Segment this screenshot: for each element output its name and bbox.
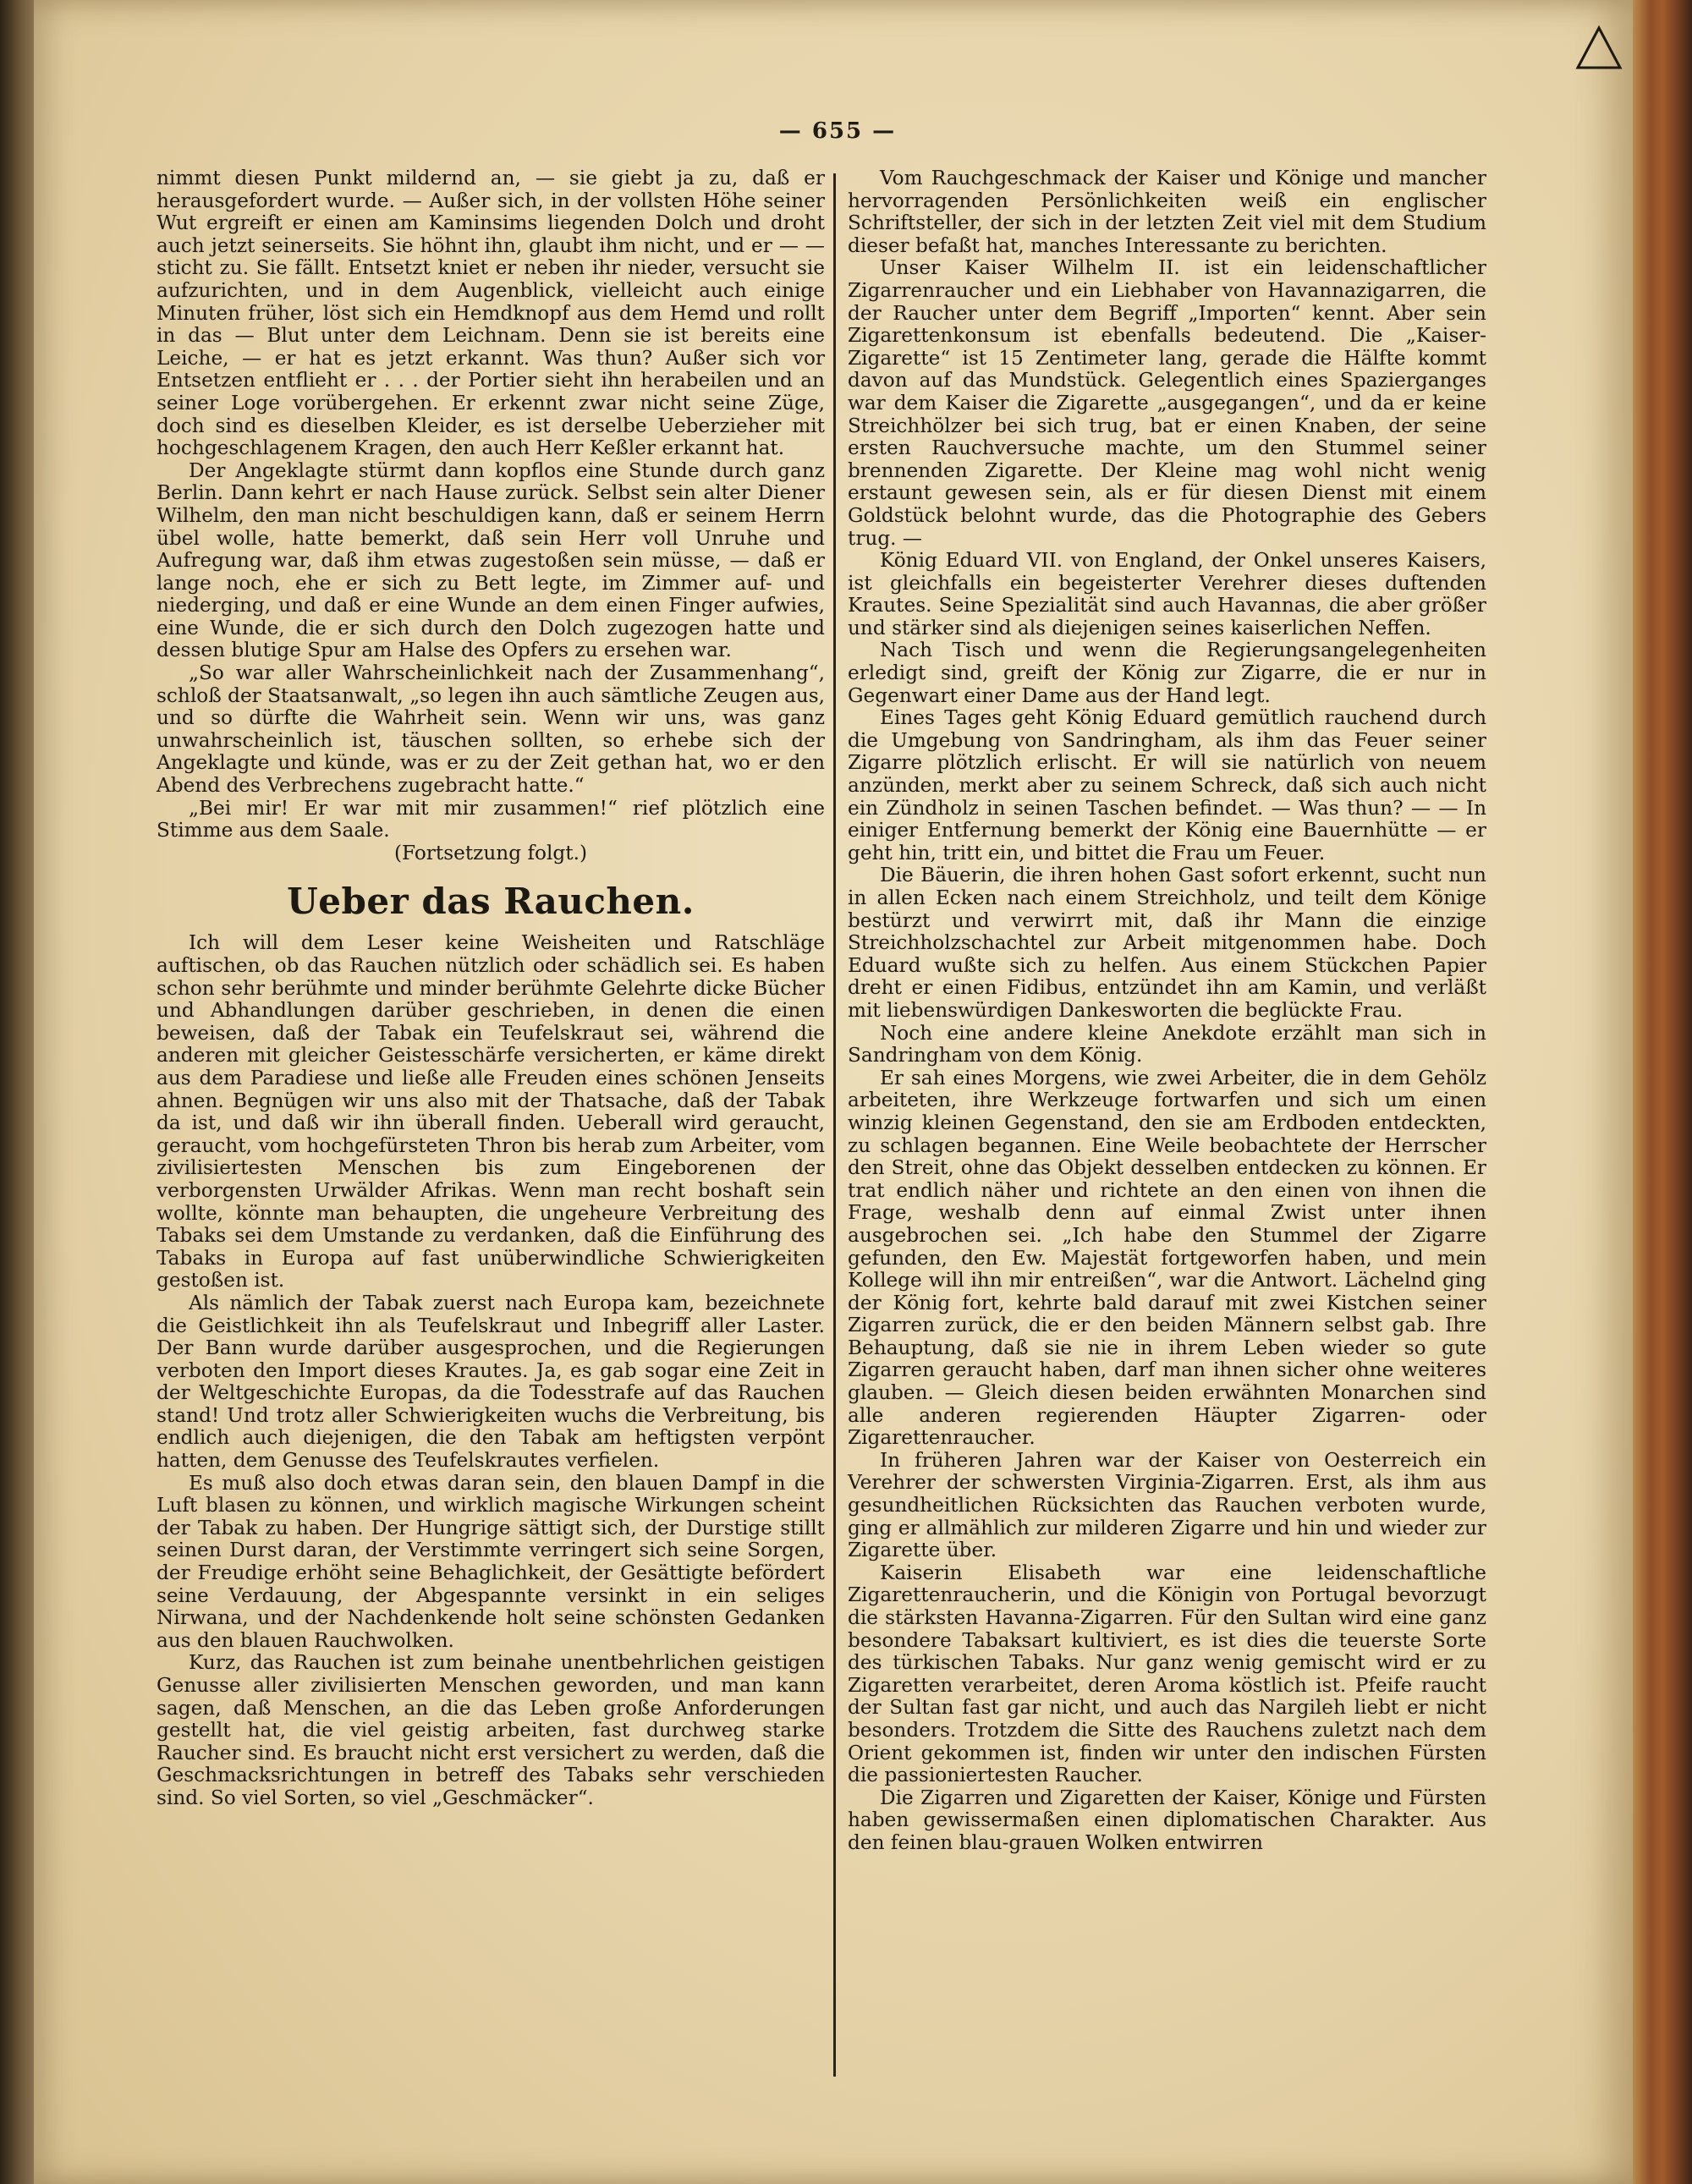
paragraph: Die Zigarren und Zigaretten der Kaiser, Könige und Fürsten haben gewissermaßen einen diplomatischen Charakter. Aus den feinen blau-grauen Wolken entwirren [848, 1786, 1486, 1854]
left-column [157, 167, 825, 1810]
paragraph: „Bei mir! Er war mit mir zusammen!“ rief plötzlich eine Stimme aus dem Saale. [157, 796, 825, 842]
paragraph: In früheren Jahren war der Kaiser von Oesterreich ein Verehrer der schwersten Virginia-Zigarren. Erst, als ihm aus gesundheitlichen Rücksichten das Rauchen verboten wurde, ging er allmählich zur milderen Zigarre und hin und wieder zur Zigarette über. [848, 1448, 1486, 1562]
continuation-note: (Fortsetzung folgt.) [393, 841, 587, 864]
scan-edge [0, 0, 34, 2184]
paragraph: Nach Tisch und wenn die Regierungsangelegenheiten erledigt sind, greift der König zur Zigarre, die er nur in Gegenwart einer Dame aus der Hand legt. [848, 639, 1486, 707]
right-column [848, 167, 1486, 1855]
paragraph: Ich will dem Leser keine Weisheiten und Ratschläge auftischen, ob das Rauchen nützlich oder schädlich sei. Es haben schon sehr berühmte und minder berühmte Gelehrte dicke Bücher und Abhandlungen darüber geschrieben, in denen die einen beweisen, daß der Tabak ein Teufelskraut sei, während die anderen mit gleicher Geistesschärfe versicherten, er käme direkt aus dem Paradiese und ließe alle Freuden eines schönen Jenseits ahnen. Begnügen wir uns also mit der Thatsache, daß der Tabak da ist, und daß wir ihn überall finden. Ueberall wird geraucht, geraucht, vom hochgefürsteten Thron bis herab zum Arbeiter, vom zivilisiertesten Menschen bis zum Eingeborenen der verborgensten Urwälder Afrikas. Wenn man recht boshaft sein wollte, könnte man behaupten, die ungeheure Verbreitung des Tabaks sei dem Umstande zu verdanken, daß die Einführung des Tabaks in Europa auf fast unüberwindliche Schwierigkeiten gestoßen ist. [157, 931, 825, 1292]
paragraph: Es muß also doch etwas daran sein, den blauen Dampf in die Luft blasen zu können, und wirklich magische Wirkungen scheint der Tabak zu haben. Der Hungrige sättigt sich, der Durstige stillt seinen Durst daran, der Verstimmte verringert sich seine Sorgen, der Freudige erhöht seine Behaglichkeit, der Gesättigte befördert seine Verdauung, der Abgespannte versinkt in ein seliges Nirwana, und der Nachdenkende holt seine schönsten Gedanken aus den blauen Rauchwolken. [157, 1471, 825, 1652]
paragraph: Die Bäuerin, die ihren hohen Gast sofort erkennt, sucht nun in allen Ecken nach einem Streichholz, und teilt dem Könige bestürzt und verwirrt mit, daß ihr Mann die einzige Streichholzschachtel zur Arbeit mitgenommen habe. Doch Eduard wußte sich zu helfen. Aus einem Stückchen Papier dreht er einen Fidibus, entzündet ihn am Kamin, und verläßt mit liebenswürdigen Dankesworten die beglückte Frau. [848, 864, 1486, 1022]
book-binding-edge [1633, 0, 1692, 2184]
paragraph: Kaiserin Elisabeth war eine leidenschaftliche Zigarettenraucherin, und die Königin von Portugal bevorzugt die stärksten Havanna-Zigarren. Für den Sultan wird eine ganz besondere Tabaksart kultiviert, es ist dies die teuerste Sorte des türkischen Tabaks. Nur ganz wenig gemischt wird er zu Zigaretten verarbeitet, deren Aroma köstlich ist. Pfeife raucht der Sultan fast gar nicht, und auch das Nargileh liebt er nicht besonders. Trotzdem die Sitte des Rauchens zuletzt nach dem Orient gekommen ist, finden wir unter den indischen Fürsten die passioniertesten Raucher. [848, 1561, 1486, 1787]
paragraph: Vom Rauchgeschmack der Kaiser und Könige und mancher hervorragenden Persönlichkeiten weiß ein englischer Schriftsteller, der sich in der letzten Zeit viel mit dem Studium dieser befaßt hat, manches Interessante zu berichten. [848, 167, 1486, 257]
paragraph: Kurz, das Rauchen ist zum beinahe unentbehrlichen geistigen Genusse aller zivilisierten Menschen geworden, und man kann sagen, daß Menschen, an die das Leben große Anforderungen gestellt hat, die viel geistig arbeiten, fast durchweg starke Raucher sind. Es braucht nicht erst versichert zu werden, daß die Geschmacksrichtungen in betreff des Tabaks sehr verschieden sind. So viel Sorten, so viel „Geschmäcker“. [157, 1651, 825, 1809]
column-divider [833, 173, 836, 2077]
paragraph: nimmt diesen Punkt mildernd an, — sie giebt ja zu, daß er herausgefordert wurde. — Außer sich, in der vollsten Höhe seiner Wut ergreift er einen am Kaminsims liegenden Dolch und droht auch jetzt seinerseits. Sie höhnt ihn, glaubt ihm nicht, und er — — sticht zu. Sie fällt. Entsetzt kniet er neben ihr nieder, versucht sie aufzurichten, und in dem Augenblick, vielleicht auch einige Minuten früher, löst sich ein Hemdknopf aus dem Hemd und rollt in das — Blut unter dem Leichnam. Denn sie ist bereits eine Leiche, — er hat es jetzt erkannt. Was thun? Außer sich vor Entsetzen entflieht er . . . der Portier sieht ihn herabeilen und an seiner Loge vorübergehen. Er erkennt zwar nicht seine Züge, doch sind es dieselben Kleider, es ist derselbe Ueberzieher mit hochgeschlagenem Kragen, den auch Herr Keßler erkannt hat. [157, 167, 825, 460]
paragraph: König Eduard VII. von England, der Onkel unseres Kaisers, ist gleichfalls ein begeisterter Verehrer dieses duftenden Krautes. Seine Spezialität sind auch Havannas, die aber größer und stärker sind als diejenigen seines kaiserlichen Neffen. [848, 549, 1486, 639]
paragraph: Unser Kaiser Wilhelm II. ist ein leidenschaftlicher Zigarrenraucher und ein Liebhaber von Havannazigarren, die der Raucher unter dem Begriff „Importen“ kennt. Aber sein Zigarettenkonsum ist ebenfalls bedeutend. Die „Kaiser-Zigarette“ ist 15 Zentimeter lang, gerade die Hälfte kommt davon auf das Mundstück. Gelegentlich eines Spazierganges war dem Kaiser die Zigarette „ausgegangen“, und da er keine Streichhölzer bei sich trug, bat er einen Knaben, der seine ersten Rauchversuche machte, um den Stummel seiner brennenden Zigarette. Der Kleine mag wohl nicht wenig erstaunt gewesen sein, als er für diesen Dienst mit einem Goldstück belohnt wurde, das die Photographie des Gebers trug. — [848, 256, 1486, 550]
page-number: — 655 — [778, 118, 897, 144]
article-headline: Ueber das Rauchen. [287, 881, 695, 923]
paragraph: Er sah eines Morgens, wie zwei Arbeiter, die in dem Gehölz arbeiteten, ihre Werkzeuge fortwarfen und sich um einen winzig kleinen Gegenstand, den sie am Erdboden entdeckten, zu schlagen begannen. Eine Weile beobachtete der Herrscher den Streit, ohne das Objekt desselben entdecken zu können. Er trat endlich näher und richtete an den einen von ihnen die Frage, weshalb denn auf einmal Zwist unter ihnen ausgebrochen sei. „Ich habe den Stummel der Zigarre gefunden, den Ew. Majestät fortgeworfen haben, und mein Kollege will ihn mir entreißen“, war die Antwort. Lächelnd ging der König fort, kehrte bald darauf mit zwei Kistchen seiner Zigarren zurück, die er den beiden Männern selbst gab. Ihre Behauptung, daß sie nie in ihrem Leben wieder so gute Zigarren geraucht haben, darf man ihnen sicher ohne weiteres glauben. — Gleich diesen beiden erwähnten Monarchen sind alle anderen regierenden Häupter Zigarren- oder Zigarettenraucher. [848, 1066, 1486, 1450]
corner-mark-icon [1574, 21, 1624, 72]
paragraph: „So war aller Wahrscheinlichkeit nach der Zusammenhang“, schloß der Staatsanwalt, „so legen ihn auch sämtliche Zeugen aus, und so dürfte die Wahrheit sein. Wenn wir uns, was ganz unwahrscheinlich ist, täuschen sollten, so erhebe sich der Angeklagte und künde, was er zu der Zeit gethan hat, wo er den Abend des Verbrechens zugebracht hatte.“ [157, 661, 825, 798]
paragraph: Eines Tages geht König Eduard gemütlich rauchend durch die Umgebung von Sandringham, als ihm das Feuer seiner Zigarre plötzlich erlischt. Er will sie natürlich von neuem anzünden, merkt aber zu seinem Schreck, daß sich auch nicht ein Zündholz in seinen Taschen befindet. — Was thun? — — In einiger Entfernung bemerkt der König eine Bauernhütte — er geht hin, tritt ein, und bittet die Frau um Feuer. [848, 706, 1486, 864]
paragraph: Als nämlich der Tabak zuerst nach Europa kam, bezeichnete die Geistlichkeit ihn als Teufelskraut und Inbegriff aller Laster. Der Bann wurde darüber ausgesprochen, und die Regierungen verboten den Import dieses Krautes. Ja, es gab sogar eine Zeit in der Weltgeschichte Europas, da die Todesstrafe auf das Rauchen stand! Und trotz aller Schwierigkeiten wuchs die Verbreitung, bis endlich auch diejenigen, die den Tabak am heftigsten verpönt hatten, dem Genusse des Teufelskrautes verfielen. [157, 1291, 825, 1473]
paragraph: Der Angeklagte stürmt dann kopflos eine Stunde durch ganz Berlin. Dann kehrt er nach Hause zurück. Selbst sein alter Diener Wilhelm, den man nicht beschuldigen kann, daß er seinem Herrn übel wolle, hatte bemerkt, daß sein Herr voll Unruhe und Aufregung war, daß ihm etwas zugestoßen sein müsse, — daß er lange noch, ehe er sich zu Bett legte, im Zimmer auf- und niederging, und daß er eine Wunde an dem einen Finger aufwies, eine Wunde, die er sich durch den Dolch zugezogen hatte und dessen blutige Spur am Halse des Opfers zu ersehen war. [157, 458, 825, 662]
paragraph: Noch eine andere kleine Anekdote erzählt man sich in Sandringham von dem König. [848, 1021, 1486, 1067]
